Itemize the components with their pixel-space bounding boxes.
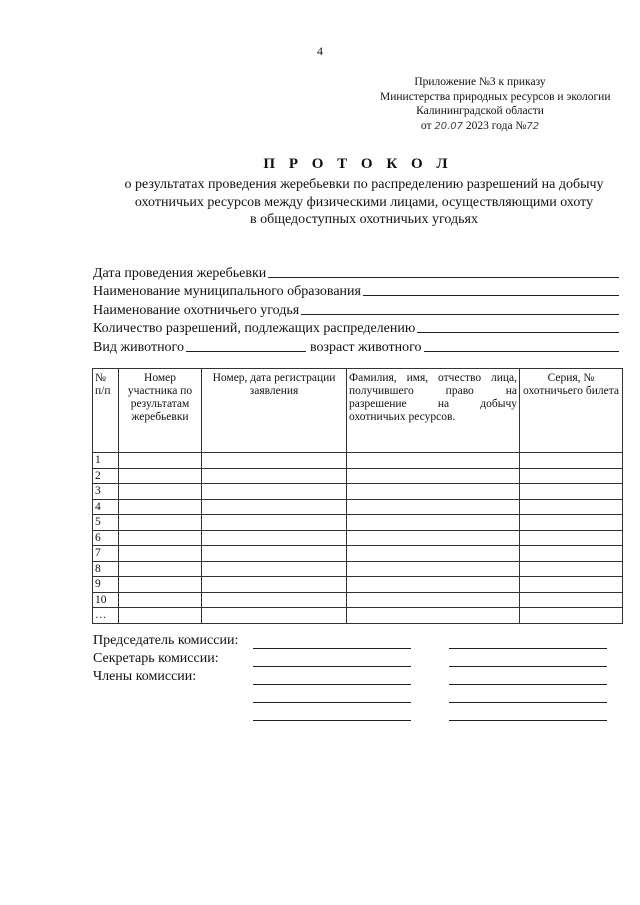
cell-person-name[interactable]	[347, 453, 520, 469]
table-row	[93, 530, 623, 546]
table-header-row	[93, 369, 623, 453]
field-age-blank[interactable]	[424, 350, 619, 352]
subtitle-line-1: о результатах проведения жеребьевки по распределению разрешений на добычу	[124, 177, 604, 192]
cell-registration[interactable]	[202, 468, 347, 484]
cell-person-name[interactable]	[347, 592, 520, 608]
cell-hunting-ticket[interactable]	[520, 592, 623, 608]
cell-person-name[interactable]	[347, 577, 520, 593]
cell-participant[interactable]	[119, 592, 202, 608]
handwritten-date: 20.07	[434, 120, 463, 132]
signature-secretary	[93, 651, 623, 669]
cell-hunting-ticket[interactable]	[520, 453, 623, 469]
cell-registration[interactable]	[202, 577, 347, 593]
table-row	[93, 515, 623, 531]
cell-registration[interactable]	[202, 453, 347, 469]
header-number: № п/п	[93, 369, 119, 453]
chairman-label: Председатель комиссии:	[93, 633, 239, 648]
field-permits-blank[interactable]	[417, 331, 619, 333]
secretary-name-line[interactable]	[449, 666, 607, 667]
field-municipality	[93, 282, 623, 301]
subtitle-line-2: охотничьих ресурсов между физическими лицами, осуществляющими охоту	[134, 194, 594, 210]
field-age-label: возраст животного	[309, 339, 422, 355]
table-row	[93, 592, 623, 608]
document-subtitle	[100, 176, 628, 229]
cell-person-name[interactable]	[347, 561, 520, 577]
date-year: 2023 года №	[465, 119, 527, 132]
header-registration: Номер, дата регистрации заявления	[202, 369, 347, 453]
field-ground-label: Наименование охотничьего угодья	[93, 302, 300, 318]
cell-registration[interactable]	[202, 561, 347, 577]
appendix-line-3: Калининградской области	[416, 105, 544, 117]
members-label: Члены комиссии:	[93, 669, 197, 684]
member-1-name-line[interactable]	[449, 684, 607, 685]
header-hunting-ticket: Серия, № охотничьего билета	[520, 369, 623, 453]
field-date-blank[interactable]	[268, 276, 619, 278]
cell-participant[interactable]	[119, 453, 202, 469]
row-number: 4	[93, 499, 119, 515]
table-row	[93, 561, 623, 577]
cell-participant[interactable]	[119, 530, 202, 546]
cell-participant[interactable]	[119, 577, 202, 593]
appendix-line-2: Министерства природных ресурсов и экологии	[380, 90, 611, 103]
table-row	[93, 468, 623, 484]
cell-registration[interactable]	[202, 546, 347, 562]
page-number: 4	[317, 44, 323, 58]
document-title: П Р О Т О К О Л	[263, 156, 453, 172]
cell-person-name[interactable]	[347, 608, 520, 624]
cell-registration[interactable]	[202, 530, 347, 546]
signature-member-2	[93, 687, 623, 705]
header-person-name: Фамилия, имя, отчество лица, получившего право на разрешение на добычу охотничьих ресурсов.	[347, 369, 520, 453]
field-ground-blank[interactable]	[301, 313, 619, 315]
member-1-signature-line[interactable]	[253, 684, 411, 685]
signature-chairman	[93, 633, 623, 651]
cell-participant[interactable]	[119, 608, 202, 624]
field-ground	[93, 300, 623, 319]
cell-participant[interactable]	[119, 484, 202, 500]
appendix-line-1: Приложение №3 к приказу	[414, 76, 546, 88]
field-permits-label: Количество разрешений, подлежащих распределению	[93, 321, 416, 336]
table-row	[93, 608, 623, 624]
header-participant: Номер участника по результатам жеребьевки	[119, 369, 202, 453]
cell-registration[interactable]	[202, 515, 347, 531]
cell-hunting-ticket[interactable]	[520, 468, 623, 484]
field-species	[93, 337, 623, 356]
row-number: 1	[93, 453, 119, 469]
row-number: 6	[93, 530, 119, 546]
table-row	[93, 577, 623, 593]
cell-participant[interactable]	[119, 499, 202, 515]
cell-hunting-ticket[interactable]	[520, 484, 623, 500]
cell-participant[interactable]	[119, 546, 202, 562]
cell-hunting-ticket[interactable]	[520, 546, 623, 562]
cell-hunting-ticket[interactable]	[520, 515, 623, 531]
table-row	[93, 499, 623, 515]
row-number: 9	[93, 577, 119, 593]
cell-registration[interactable]	[202, 592, 347, 608]
member-3-signature-line[interactable]	[253, 720, 411, 721]
cell-person-name[interactable]	[347, 515, 520, 531]
cell-registration[interactable]	[202, 484, 347, 500]
row-number: 7	[93, 546, 119, 562]
cell-registration[interactable]	[202, 608, 347, 624]
cell-person-name[interactable]	[347, 530, 520, 546]
cell-hunting-ticket[interactable]	[520, 608, 623, 624]
signatures-block	[93, 633, 623, 723]
cell-participant[interactable]	[119, 561, 202, 577]
row-number: 8	[93, 561, 119, 577]
appendix-header	[380, 75, 611, 134]
protocol-fields	[93, 263, 623, 356]
field-municipality-blank[interactable]	[363, 294, 619, 296]
table-row	[93, 484, 623, 500]
cell-registration[interactable]	[202, 499, 347, 515]
member-2-signature-line[interactable]	[253, 702, 411, 703]
table-row	[93, 546, 623, 562]
cell-participant[interactable]	[119, 515, 202, 531]
row-number: 2	[93, 468, 119, 484]
table-row	[93, 453, 623, 469]
secretary-signature-line[interactable]	[253, 666, 411, 667]
member-2-name-line[interactable]	[449, 702, 607, 703]
cell-person-name[interactable]	[347, 499, 520, 515]
cell-hunting-ticket[interactable]	[520, 499, 623, 515]
field-municipality-label: Наименование муниципального образования	[93, 284, 361, 299]
row-number: 3	[93, 484, 119, 500]
cell-hunting-ticket[interactable]	[520, 530, 623, 546]
date-prefix: от	[420, 119, 432, 132]
field-date	[93, 263, 623, 282]
protocol-table	[92, 368, 623, 624]
row-number: 10	[93, 592, 119, 608]
subtitle-line-3: в общедоступных охотничьих угодьях	[250, 212, 478, 227]
chairman-signature-line[interactable]	[253, 648, 411, 649]
signature-members	[93, 669, 623, 687]
appendix-date-line	[380, 119, 580, 135]
cell-person-name[interactable]	[347, 546, 520, 562]
field-permits	[93, 319, 623, 338]
row-number: 5	[93, 515, 119, 531]
handwritten-number: 72	[526, 120, 540, 132]
secretary-label: Секретарь комиссии:	[93, 651, 219, 666]
cell-person-name[interactable]	[347, 484, 520, 500]
member-3-name-line[interactable]	[449, 720, 607, 721]
field-species-blank[interactable]	[186, 350, 306, 352]
signature-member-3	[93, 705, 623, 723]
cell-hunting-ticket[interactable]	[520, 561, 623, 577]
cell-person-name[interactable]	[347, 468, 520, 484]
field-species-label: Вид животного	[93, 339, 184, 355]
row-number: …	[93, 608, 119, 624]
chairman-name-line[interactable]	[449, 648, 607, 649]
cell-participant[interactable]	[119, 468, 202, 484]
cell-hunting-ticket[interactable]	[520, 577, 623, 593]
field-date-label: Дата проведения жеребьевки	[93, 265, 267, 281]
